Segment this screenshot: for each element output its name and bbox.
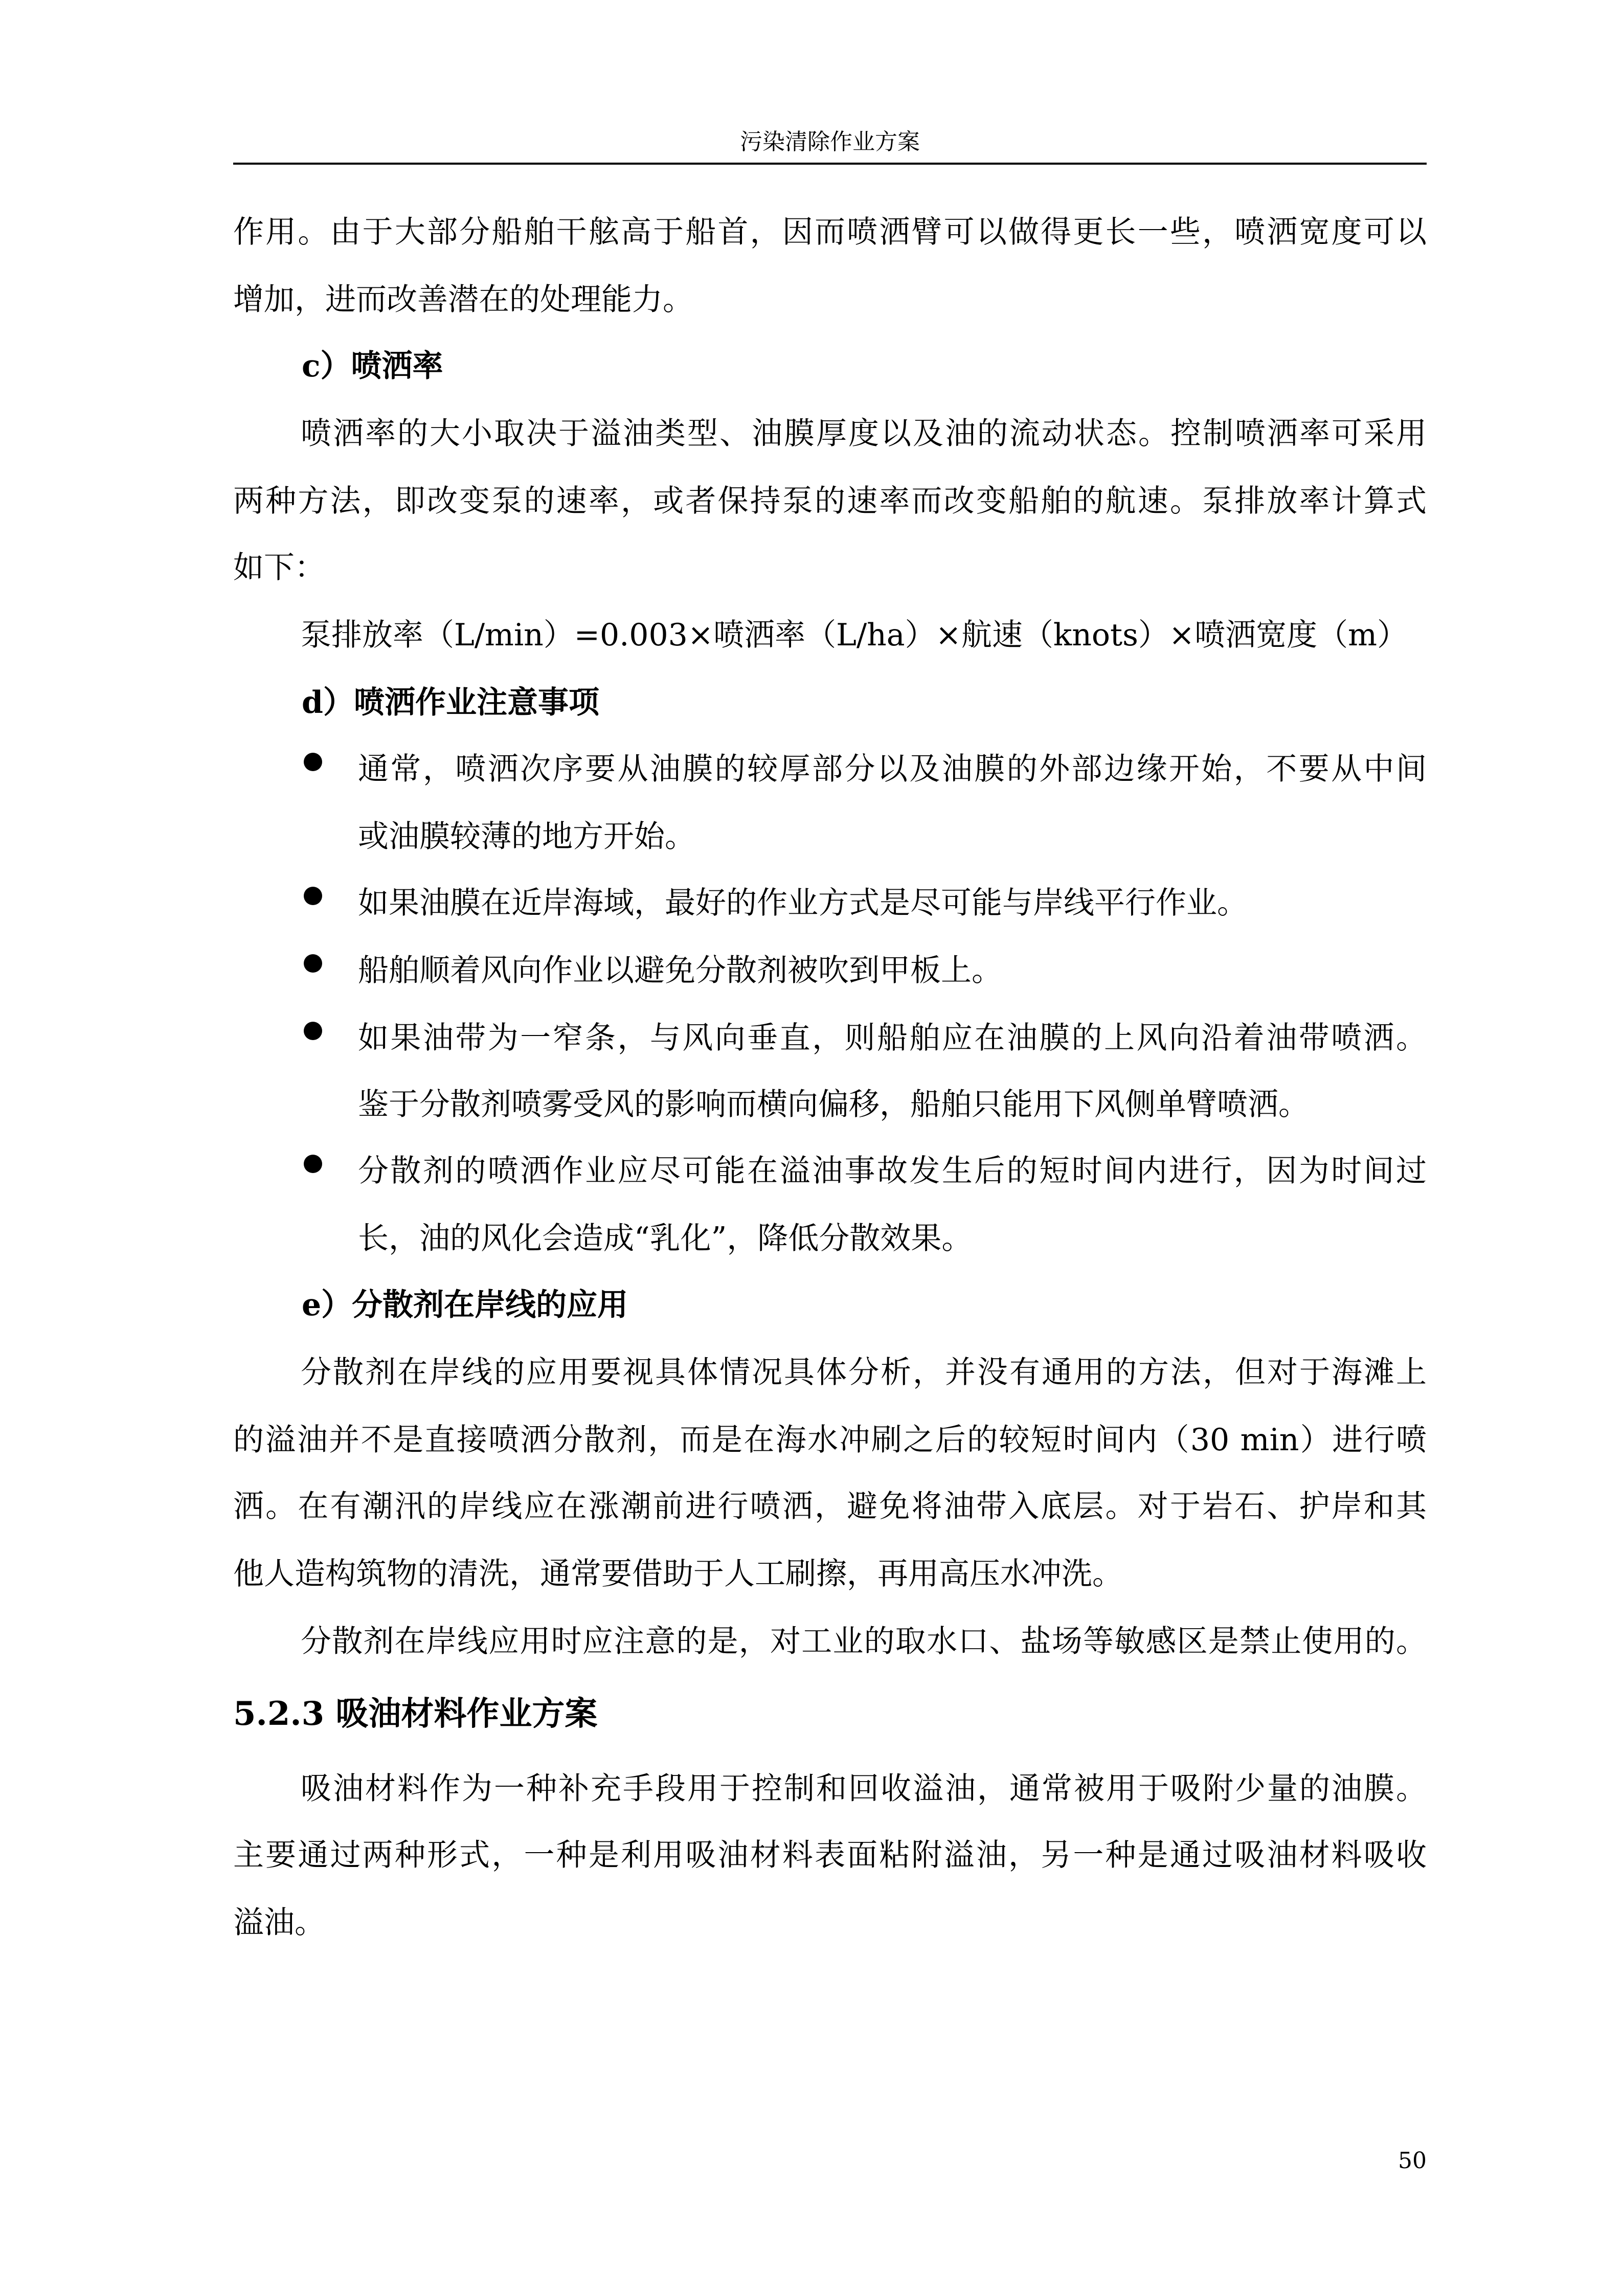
- bullet-item-line: 通常，喷洒次序要从油膜的较厚部分以及油膜的外部边缘开始，不要从中间: [358, 751, 1427, 787]
- subheading-d: d）喷洒作业注意事项: [302, 685, 599, 721]
- page-number: 50: [1398, 2148, 1427, 2174]
- paragraph-line: 分散剂在岸线应用时应注意的是，对工业的取水口、盐场等敏感区是禁止使用的。: [301, 1624, 1427, 1659]
- paragraph-line: 的溢油并不是直接喷洒分散剂，而是在海水冲刷之后的较短时间内（30 min）进行喷: [233, 1422, 1427, 1458]
- bullet-icon: [304, 887, 322, 905]
- paragraph-line: 溢油。: [233, 1905, 325, 1941]
- paragraph-line: 洒。在有潮汛的岸线应在涨潮前进行喷洒，避免将油带入底层。对于岩石、护岸和其: [233, 1489, 1427, 1524]
- bullet-item-line: 分散剂的喷洒作业应尽可能在溢油事故发生后的短时间内进行，因为时间过: [358, 1153, 1427, 1189]
- bullet-icon: [304, 753, 322, 771]
- paragraph-line: 分散剂在岸线的应用要视具体情况具体分析，并没有通用的方法，但对于海滩上: [301, 1355, 1427, 1390]
- header-title: 污染清除作业方案: [740, 129, 920, 155]
- bullet-item-line: 长，油的风化会造成“乳化”，降低分散效果。: [358, 1221, 973, 1256]
- bullet-icon: [304, 1022, 322, 1040]
- paragraph-line: 作用。由于大部分船舶干舷高于船首，因而喷洒臂可以做得更长一些，喷洒宽度可以: [233, 214, 1427, 250]
- paragraph-line: 吸油材料作为一种补充手段用于控制和回收溢油，通常被用于吸附少量的油膜。: [301, 1771, 1427, 1807]
- section-heading: 5.2.3 吸油材料作业方案: [233, 1695, 598, 1733]
- paragraph-line: 主要通过两种形式，一种是利用吸油材料表面粘附溢油，另一种是通过吸油材料吸收: [233, 1837, 1427, 1873]
- bullet-item-line: 鉴于分散剂喷雾受风的影响而横向偏移，船舶只能用下风侧单臂喷洒。: [358, 1087, 1309, 1122]
- bullet-item-line: 船舶顺着风向作业以避免分散剂被吹到甲板上。: [358, 953, 1002, 988]
- header-rule: [233, 163, 1427, 165]
- bullet-icon: [304, 1155, 322, 1173]
- paragraph-line: 增加，进而改善潜在的处理能力。: [233, 282, 693, 318]
- bullet-icon: [304, 954, 322, 973]
- paragraph-line: 喷洒率的大小取决于溢油类型、油膜厚度以及油的流动状态。控制喷洒率可采用: [301, 416, 1427, 452]
- paragraph-line: 如下：: [233, 550, 325, 586]
- subheading-e: e）分散剂在岸线的应用: [302, 1287, 628, 1323]
- subheading-c: c）喷洒率: [302, 348, 443, 384]
- formula: 泵排放率（L/min）=0.003×喷洒率（L/ha）×航速（knots）×喷洒宽度（m）: [301, 617, 1408, 653]
- bullet-item-line: 或油膜较薄的地方开始。: [358, 819, 695, 854]
- bullet-item-line: 如果油膜在近岸海域，最好的作业方式是尽可能与岸线平行作业。: [358, 885, 1248, 921]
- paragraph-line: 两种方法，即改变泵的速率，或者保持泵的速率而改变船舶的航速。泵排放率计算式: [233, 483, 1427, 519]
- paragraph-line: 他人造构筑物的清洗，通常要借助于人工刷擦，再用高压水冲洗。: [233, 1556, 1123, 1592]
- bullet-item-line: 如果油带为一窄条，与风向垂直，则船舶应在油膜的上风向沿着油带喷洒。: [358, 1020, 1427, 1056]
